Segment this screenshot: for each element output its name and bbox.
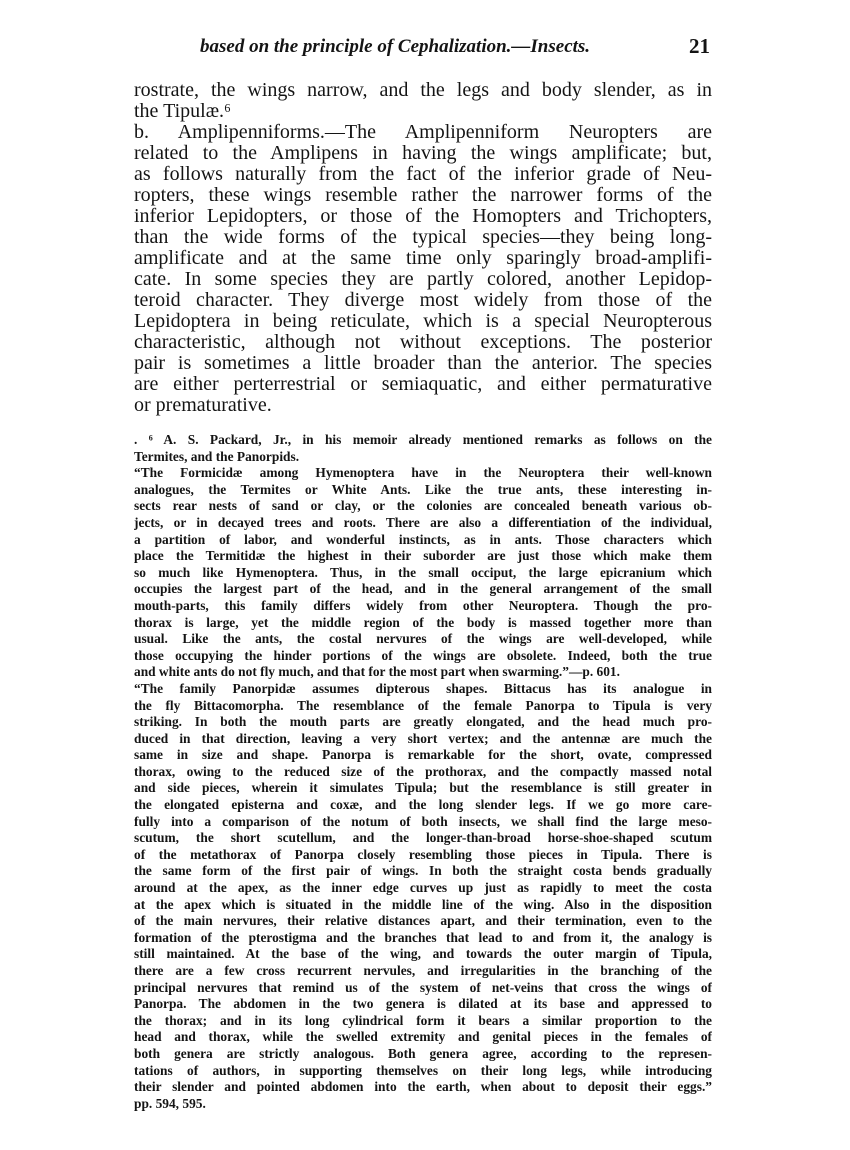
footnote-line: fully into a comparison of the notum of both insects, we shall find the large meso- <box>134 813 712 829</box>
text-line: than the wide forms of the typical species—they being long- <box>134 227 712 248</box>
footnote-line: around at the apex, as the inner edge curves up just as rapidly to meet the costa <box>134 880 712 896</box>
footnote-line: occupies the largest part of the head, and in the general arrangement of the small <box>134 581 712 597</box>
footnote-line: scutum, the short scutellum, and the longer-than-broad horse-shoe-shaped scutum <box>134 830 712 846</box>
footnote-line: tations of authors, in supporting themselves on their long legs, while introducing <box>134 1062 712 1078</box>
footnote-quote-panorpids <box>134 681 712 1112</box>
text-line: teroid character. They diverge most widely from those of the <box>134 290 712 311</box>
footnote-intro <box>134 432 712 465</box>
footnote-line: . ⁶ A. S. Packard, Jr., in his memoir already mentioned remarks as follows on the <box>134 432 712 447</box>
footnote-line: the thorax; and in its long cylindrical form it bears a similar proportion to the <box>134 1012 712 1028</box>
text-line: amplificate and at the same time only sparingly broad-amplifi- <box>134 248 712 269</box>
footnote-line: place the Termitidæ the highest in their suborder are just those which make them <box>134 548 712 564</box>
text-line: pair is sometimes a little broader than the anterior. The species <box>134 353 712 374</box>
footnote-line: the fly Bittacomorpha. The resemblance of the female Panorpa to Tipula is very <box>134 697 712 713</box>
footnote-line: still maintained. At the base of the wing, and towards the outer margin of Tipula, <box>134 946 712 962</box>
footnote-line: a partition of labor, and wonderful instincts, as in ants. Those characters which <box>134 531 712 547</box>
text-line: are either perterrestrial or semiaquatic, and either permaturative <box>134 374 712 395</box>
text-line: as follows naturally from the fact of the inferior grade of Neu- <box>134 164 712 185</box>
footnote-line: and white ants do not fly much, and that for the most part when swarming.”—p. 601. <box>134 664 620 680</box>
footnote-line: those occupying the hinder portions of the wings are obsolete. Indeed, both the true <box>134 647 712 663</box>
footnote-line: Panorpa. The abdomen in the two genera is dilated at its base and appressed to <box>134 996 712 1012</box>
text-line: the Tipulæ.⁶ <box>134 101 232 122</box>
footnote-line: of the metathorax of Panorpa closely resembling those pieces in Tipula. There is <box>134 846 712 862</box>
footnote-line: head and thorax, while the swelled extremity and genital pieces in the females of <box>134 1029 712 1045</box>
text-line: characteristic, although not without exceptions. The posterior <box>134 332 712 353</box>
footnote-line: the elongated episterna and coxæ, and the long slender legs. If we go more care- <box>134 797 712 813</box>
text-line: cate. In some species they are partly colored, another Lepidop- <box>134 269 712 290</box>
footnote-quote-termites <box>134 465 712 681</box>
footnote-line: analogues, the Termites or White Ants. Like the true ants, these interesting in- <box>134 481 712 497</box>
page-number: 21 <box>689 34 710 58</box>
footnote-line: at the apex which is situated in the middle line of the wing. Also in the disposition <box>134 896 712 912</box>
footnote-line: “The Formicidæ among Hymenoptera have in the Neuroptera their well-known <box>134 465 712 481</box>
footnote-line: “The family Panorpidæ assumes dipterous shapes. Bittacus has its analogue in <box>134 680 712 696</box>
footnote-line: Termites, and the Panorpids. <box>134 448 300 464</box>
footnote-line: duced in that direction, leaving a very short vertex; and the antennæ are much the <box>134 730 712 746</box>
footnote-line: so much like Hymenoptera. Thus, in the small occiput, the large epicranium which <box>134 564 712 580</box>
footnote-line: usual. Like the ants, the costal nervures of the wings are well-developed, while <box>134 631 712 647</box>
footnote-line: the same form of the first pair of wings. In both the straight costa bends gradually <box>134 863 712 879</box>
footnote-line: striking. In both the mouth parts are greatly elongated, and the head much pro- <box>134 714 712 730</box>
footnote-line: pp. 594, 595. <box>134 1095 206 1111</box>
footnote-line: their slender and pointed abdomen into the earth, when about to deposit their eggs.” <box>134 1079 712 1095</box>
footnote-line: sects rear nests of sand or clay, or the colonies are concealed beneath various ob- <box>134 498 712 514</box>
paragraph-2 <box>134 122 712 416</box>
footnote-line: mouth-parts, this family differs widely from other Neuroptera. Though the pro- <box>134 597 712 613</box>
text-line: Lepidoptera in being reticulate, which is a special Neuropterous <box>134 311 712 332</box>
footnote-line: of the main nervures, their relative distances apart, and their termination, even to the <box>134 913 712 929</box>
footnote-line: thorax, owing to the reduced size of the prothorax, and the compactly massed notal <box>134 763 712 779</box>
main-text <box>134 80 712 416</box>
running-head: based on the principle of Cephalization.—Insects. <box>200 36 591 57</box>
text-line: rostrate, the wings narrow, and the legs and body slender, as in <box>134 80 712 101</box>
footnote-line: formation of the pterostigma and the branches that lead to and from it, the analogy is <box>134 929 712 945</box>
footnote-line: jects, or in decayed trees and roots. There are also a differentiation of the individual, <box>134 514 712 530</box>
text-line: ropters, these wings resemble rather the narrower forms of the <box>134 185 712 206</box>
footnote-line: there are a few cross recurrent nervules, and irregularities in the branching of the <box>134 963 712 978</box>
footnote-line: principal nervures that remind us of the system of net-veins that cross the wings of <box>134 979 712 995</box>
footnote <box>134 432 712 1112</box>
text-line: inferior Lepidopters, or those of the Homopters and Trichopters, <box>134 206 712 227</box>
footnote-line: both genera are strictly analogous. Both genera agree, according to the represen- <box>134 1045 712 1061</box>
footnote-line: thorax is large, yet the middle region of the body is massed together more than <box>134 614 712 630</box>
paragraph-1 <box>134 80 712 122</box>
footnote-line: same in size and shape. Panorpa is remarkable for the short, ovate, compressed <box>134 747 712 763</box>
text-line: b. Amplipenniforms.—The Amplipenniform Neuropters are <box>134 122 712 143</box>
text-line: related to the Amplipens in having the wings amplificate; but, <box>134 143 712 164</box>
footnote-line: and side pieces, wherein it simulates Tipula; but the resemblance is still greater in <box>134 780 712 796</box>
text-line: or prematurative. <box>134 395 272 416</box>
